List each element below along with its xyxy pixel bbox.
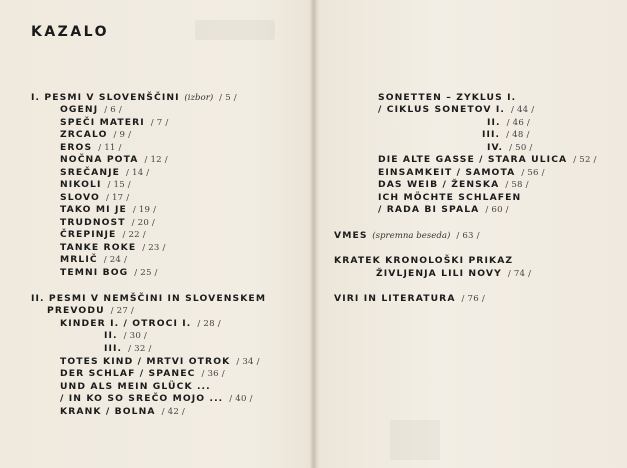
toc-entry-page-number: / 44 /: [510, 105, 535, 115]
toc-entry: [104, 330, 147, 342]
toc-entry-page-number: / 63 /: [456, 231, 480, 241]
toc-entry-title: VMES: [334, 230, 368, 241]
toc-entry-title: / CIKLUS SONETOV I.: [378, 104, 505, 115]
toc-entry-title: I. PESMI V SLOVENŠČINI: [31, 92, 180, 103]
toc-entry-title: DIE ALTE GASSE / STARA ULICA: [378, 154, 568, 165]
toc-entry-title: SONETTEN – ZYKLUS I.: [378, 92, 517, 103]
toc-entry-title: TOTES KIND / MRTVI OTROK: [60, 356, 231, 367]
toc-entry-page-number: / 9 /: [113, 130, 132, 140]
page-title: KAZALO: [31, 24, 109, 40]
toc-entry-page-number: / 14 /: [126, 168, 150, 178]
toc-entry-title: ZRCALO: [60, 129, 108, 140]
toc-entry: [60, 142, 122, 154]
toc-entry: [378, 104, 534, 116]
toc-entry-title: KRANK / BOLNA: [60, 406, 156, 417]
toc-entry-title: TRUDNOST: [60, 217, 126, 228]
toc-entry-page-number: / 17 /: [105, 193, 130, 203]
toc-entry: [378, 154, 597, 166]
toc-entry: [60, 267, 158, 279]
toc-entry: [334, 255, 513, 267]
toc-entry: [60, 117, 169, 129]
toc-entry-page-number: / 5 /: [219, 93, 237, 103]
toc-entry-title: VIRI IN LITERATURA: [334, 293, 456, 304]
toc-entry-page-number: / 36 /: [201, 369, 225, 379]
toc-entry: [487, 142, 533, 154]
toc-entry-page-number: / 74 /: [507, 269, 532, 279]
toc-entry: [378, 192, 521, 204]
toc-entry-title: III.: [104, 343, 123, 354]
toc-entry: [60, 129, 131, 141]
toc-entry-title: ICH MÖCHTE SCHLAFEN: [378, 192, 522, 203]
toc-entry-page-number: / 23 /: [142, 243, 166, 253]
toc-entry-title: SPEČI MATERI: [60, 117, 145, 128]
toc-entry: [376, 268, 531, 280]
toc-entry-title: TEMNI BOG: [60, 267, 129, 278]
toc-entry-title: PREVODU: [47, 305, 105, 316]
toc-entry-title: EROS: [60, 142, 93, 153]
toc-entry-page-number: / 60 /: [485, 205, 509, 215]
toc-entry: [60, 368, 225, 380]
toc-entry-page-number: / 30 /: [123, 331, 148, 341]
toc-entry: [60, 179, 131, 191]
toc-entry-page-number: / 15 /: [107, 180, 131, 190]
toc-entry-page-number: / 42 /: [161, 407, 186, 417]
toc-entry-note: (izbor): [181, 93, 214, 103]
toc-entry-title: II.: [104, 330, 118, 341]
toc-entry-page-number: / 19 /: [132, 205, 157, 215]
toc-entry-page-number: / 12 /: [144, 155, 168, 165]
toc-entry-title: III.: [482, 129, 501, 140]
toc-entry-title: TAKO MI JE: [60, 204, 127, 215]
toc-entry-page-number: / 40 /: [229, 394, 253, 404]
toc-entry-title: / IN KO SO SREČO MOJO ...: [60, 393, 224, 404]
toc-entry-page-number: / 56 /: [521, 168, 545, 178]
toc-entry: [60, 204, 156, 216]
toc-entry-title: KINDER I. / OTROCI I.: [60, 318, 192, 329]
toc-entry-page-number: / 46 /: [506, 118, 531, 128]
toc-entry-title: SREČANJE: [60, 167, 121, 178]
toc-entry-title: ČREPINJE: [60, 229, 117, 240]
toc-entry: [104, 343, 152, 355]
toc-entry: [31, 92, 237, 104]
toc-entry: [378, 179, 529, 191]
toc-entry: [487, 117, 530, 129]
bleed-through-mark: [390, 420, 440, 460]
toc-entry-title: KRATEK KRONOLOŠKI PRIKAZ: [334, 255, 514, 266]
book-gutter: [309, 0, 317, 468]
toc-entry: [334, 293, 485, 305]
toc-entry-title: TANKE ROKE: [60, 242, 137, 253]
toc-entry: [47, 305, 134, 317]
toc-entry-page-number: / 50 /: [509, 143, 533, 153]
toc-entry-title: EINSAMKEIT / SAMOTA: [378, 167, 516, 178]
toc-entry-page-number: / 20 /: [131, 218, 156, 228]
toc-entry: [378, 204, 509, 216]
toc-entry: [378, 167, 545, 179]
toc-entry-page-number: / 32 /: [128, 344, 152, 354]
toc-entry: [60, 318, 221, 330]
toc-entry-page-number: / 7 /: [150, 118, 169, 128]
toc-entry-page-number: / 52 /: [573, 155, 597, 165]
bleed-through-mark: [195, 20, 275, 40]
toc-entry-page-number: / 48 /: [506, 130, 530, 140]
toc-entry: [482, 129, 530, 141]
toc-entry-title: II.: [487, 117, 501, 128]
toc-entry: [60, 393, 253, 405]
toc-entry-page-number: / 27 /: [110, 306, 135, 316]
toc-entry-note: (spremna beseda): [369, 231, 451, 241]
toc-entry-page-number: / 76 /: [461, 294, 485, 304]
toc-entry-page-number: / 28 /: [197, 319, 221, 329]
toc-entry-title: OGENJ: [60, 104, 99, 115]
toc-entry-title: NOČNA POTA: [60, 154, 139, 165]
toc-entry-page-number: / 34 /: [236, 357, 260, 367]
toc-entry: [60, 192, 129, 204]
toc-entry-title: NIKOLI: [60, 179, 102, 190]
toc-entry: [60, 104, 122, 116]
toc-entry: [60, 217, 155, 229]
toc-entry-title: DAS WEIB / ŽENSKA: [378, 179, 500, 190]
toc-entry: [60, 381, 211, 393]
toc-entry-title: IV.: [487, 142, 504, 153]
toc-entry-title: MRLIČ: [60, 254, 98, 265]
toc-entry-title: ŽIVLJENJA LILI NOVY: [376, 268, 502, 279]
toc-entry: [60, 229, 146, 241]
toc-entry: [60, 254, 127, 266]
toc-entry-page-number: / 58 /: [505, 180, 529, 190]
toc-entry-page-number: / 22 /: [122, 230, 146, 240]
toc-entry: [60, 167, 149, 179]
toc-entry-page-number: / 24 /: [103, 255, 128, 265]
toc-entry-title: II. PESMI V NEMŠČINI IN SLOVENSKEM: [31, 293, 267, 304]
toc-entry: [60, 406, 185, 418]
toc-entry-page-number: / 25 /: [134, 268, 158, 278]
toc-entry: [378, 92, 516, 104]
toc-entry-title: DER SCHLAF / SPANEC: [60, 368, 196, 379]
toc-entry: [60, 242, 166, 254]
toc-entry-page-number: / 11 /: [98, 143, 122, 153]
toc-entry: [334, 230, 480, 242]
toc-entry: [60, 154, 168, 166]
toc-entry: [31, 293, 266, 305]
toc-entry-title: UND ALS MEIN GLÜCK ...: [60, 381, 211, 392]
toc-entry-title: SLOVO: [60, 192, 100, 203]
toc-entry-page-number: / 6 /: [104, 105, 122, 115]
toc-entry-title: / RADA BI SPALA: [378, 204, 480, 215]
toc-entry: [60, 356, 260, 368]
